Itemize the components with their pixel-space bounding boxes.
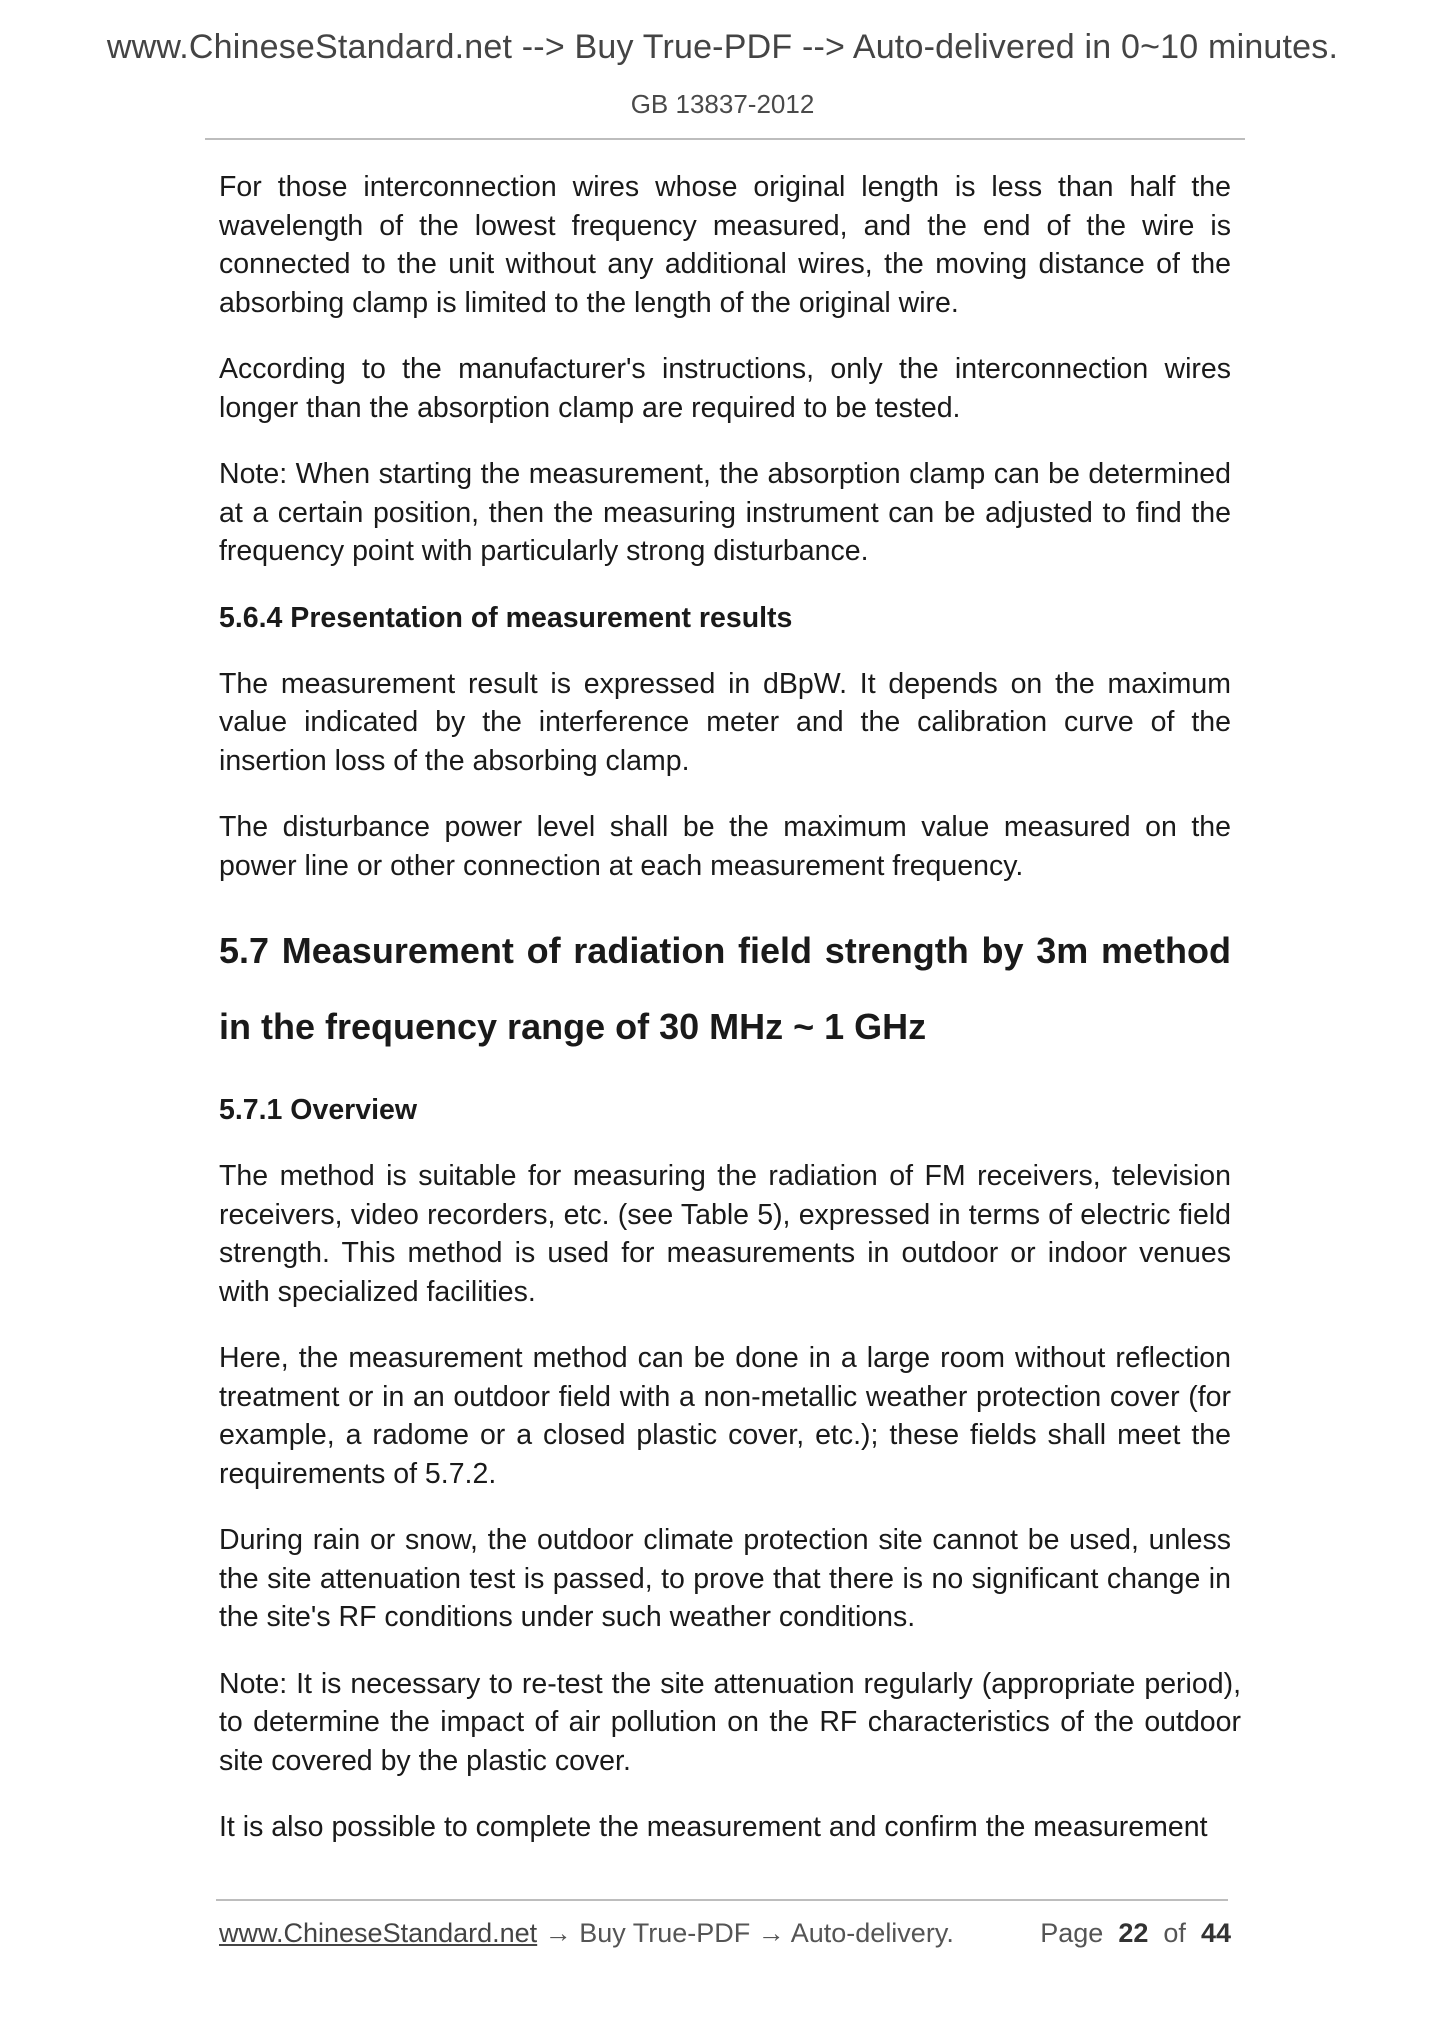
of-label: of bbox=[1163, 1918, 1186, 1948]
paragraph-rain-snow: During rain or snow, the outdoor climate protection site cannot be used, unless the site attenuation test is passed, to prove that there is no significant change in the site's RF conditions under such weather conditions. bbox=[219, 1524, 1231, 1633]
heading-5-7: 5.7 Measurement of radiation field strength by 3m method in the frequency range of 30 MHz ~ 1 GHz bbox=[219, 930, 1231, 1047]
footer-delivery-text: → Buy True-PDF → Auto-delivery. bbox=[537, 1918, 954, 1948]
paragraph-large-room: Here, the measurement method can be done in a large room without reflection treatment or in an outdoor field with a non-metallic weather protection cover (for example, a radome or a closed plastic cover, etc.); these fields shall meet the requirements of 5.7.2. bbox=[219, 1342, 1231, 1490]
document-code: GB 13837-2012 bbox=[630, 89, 815, 119]
page-footer bbox=[219, 1918, 1231, 1949]
footer-divider bbox=[216, 1899, 1228, 1901]
current-page: 22 bbox=[1118, 1918, 1149, 1948]
header-divider bbox=[205, 138, 1245, 140]
page-content bbox=[219, 168, 1241, 1875]
paragraph-disturbance-power: The disturbance power level shall be the maximum value measured on the power line or other connection at each measurement frequency. bbox=[219, 811, 1231, 882]
page-number bbox=[1040, 1918, 1231, 1949]
footer-site-link[interactable]: www.ChineseStandard.net bbox=[219, 1918, 538, 1948]
paragraph-note-retest: Note: It is necessary to re-test the site attenuation regularly (appropriate period), to determine the impact of air pollution on the RF characteristics of the outdoor site covered by the plastic cover. bbox=[219, 1667, 1241, 1777]
total-pages: 44 bbox=[1200, 1918, 1231, 1948]
heading-5-6-4: 5.6.4 Presentation of measurement results bbox=[219, 601, 793, 634]
heading-5-7-1: 5.7.1 Overview bbox=[219, 1094, 418, 1126]
paragraph-wire-length: For those interconnection wires whose original length is less than half the wavelength of the lowest frequency measured, and the end of the wire is connected to the unit without any additional wires, the moving distance of the absorbing clamp is limited to the length of the original wire. bbox=[219, 171, 1231, 319]
paragraph-manufacturer-instructions: According to the manufacturer's instructions, only the interconnection wires longer than the absorption clamp are required to be tested. bbox=[219, 353, 1231, 424]
paragraph-note-clamp-position: Note: When starting the measurement, the absorption clamp can be determined at a certain position, then the measuring instrument can be adjusted to find the frequency point with particularly strong disturbance. bbox=[219, 458, 1231, 567]
paragraph-measurement-result: The measurement result is expressed in dBpW. It depends on the maximum value indicated by the interference meter and the calibration curve of the insertion loss of the absorbing clamp. bbox=[219, 667, 1231, 777]
paragraph-also-possible: It is also possible to complete the measurement and confirm the measurement bbox=[219, 1811, 1208, 1843]
paragraph-method-suitable: The method is suitable for measuring the radiation of FM receivers, television receivers, video recorders, etc. (see Table 5), expressed in terms of electric field strength. This method is used for measurements in outdoor or indoor venues with specialized facilities. bbox=[219, 1160, 1231, 1308]
top-banner[interactable]: www.ChineseStandard.net --> Buy True-PDF --> Auto-delivered in 0~10 minutes. bbox=[106, 28, 1339, 66]
page-label: Page bbox=[1040, 1918, 1104, 1948]
